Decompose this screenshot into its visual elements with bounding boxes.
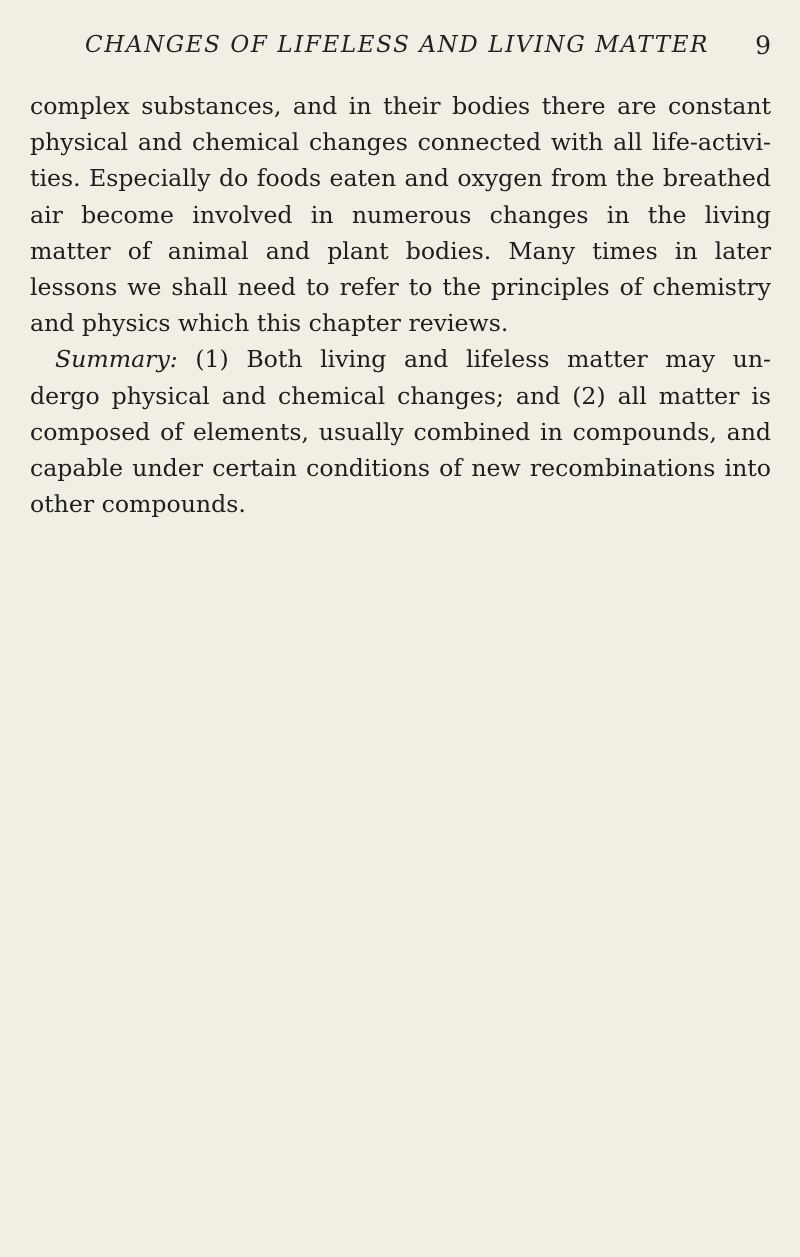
summary-label: Summary: — [55, 345, 178, 374]
page-number: 9 — [755, 31, 771, 60]
summary-first-line — [30, 341, 771, 377]
text-line: physical and chemical changes connected with all life-activi- — [30, 128, 771, 157]
text-line: matter of animal and plant bodies. Many times in later — [30, 236, 771, 265]
paragraph-main — [30, 88, 771, 341]
text-line: complex substances, and in their bodies there are constant — [30, 92, 771, 120]
paragraph-summary — [30, 341, 771, 522]
text-line: other compounds. — [30, 490, 246, 519]
summary-first-line-text: (1) Both living and lifeless matter may un- — [177, 345, 771, 374]
running-head — [30, 32, 771, 72]
text-line: ties. Especially do foods eaten and oxygen from the breathed — [30, 164, 771, 193]
text-line: capable under certain conditions of new recombinations into — [30, 453, 771, 482]
text-line: and physics which this chapter reviews. — [30, 309, 509, 338]
text-line: lessons we shall need to refer to the principles of chemistry — [30, 272, 771, 301]
text-line: air become involved in numerous changes in the living — [30, 200, 771, 229]
text-line: dergo physical and chemical changes; and (2) all matter is — [30, 381, 771, 410]
text-line: composed of elements, usually combined in compounds, and — [30, 417, 771, 446]
running-title: CHANGES OF LIFELESS AND LIVING MATTER — [85, 32, 710, 58]
body-text — [30, 88, 771, 522]
